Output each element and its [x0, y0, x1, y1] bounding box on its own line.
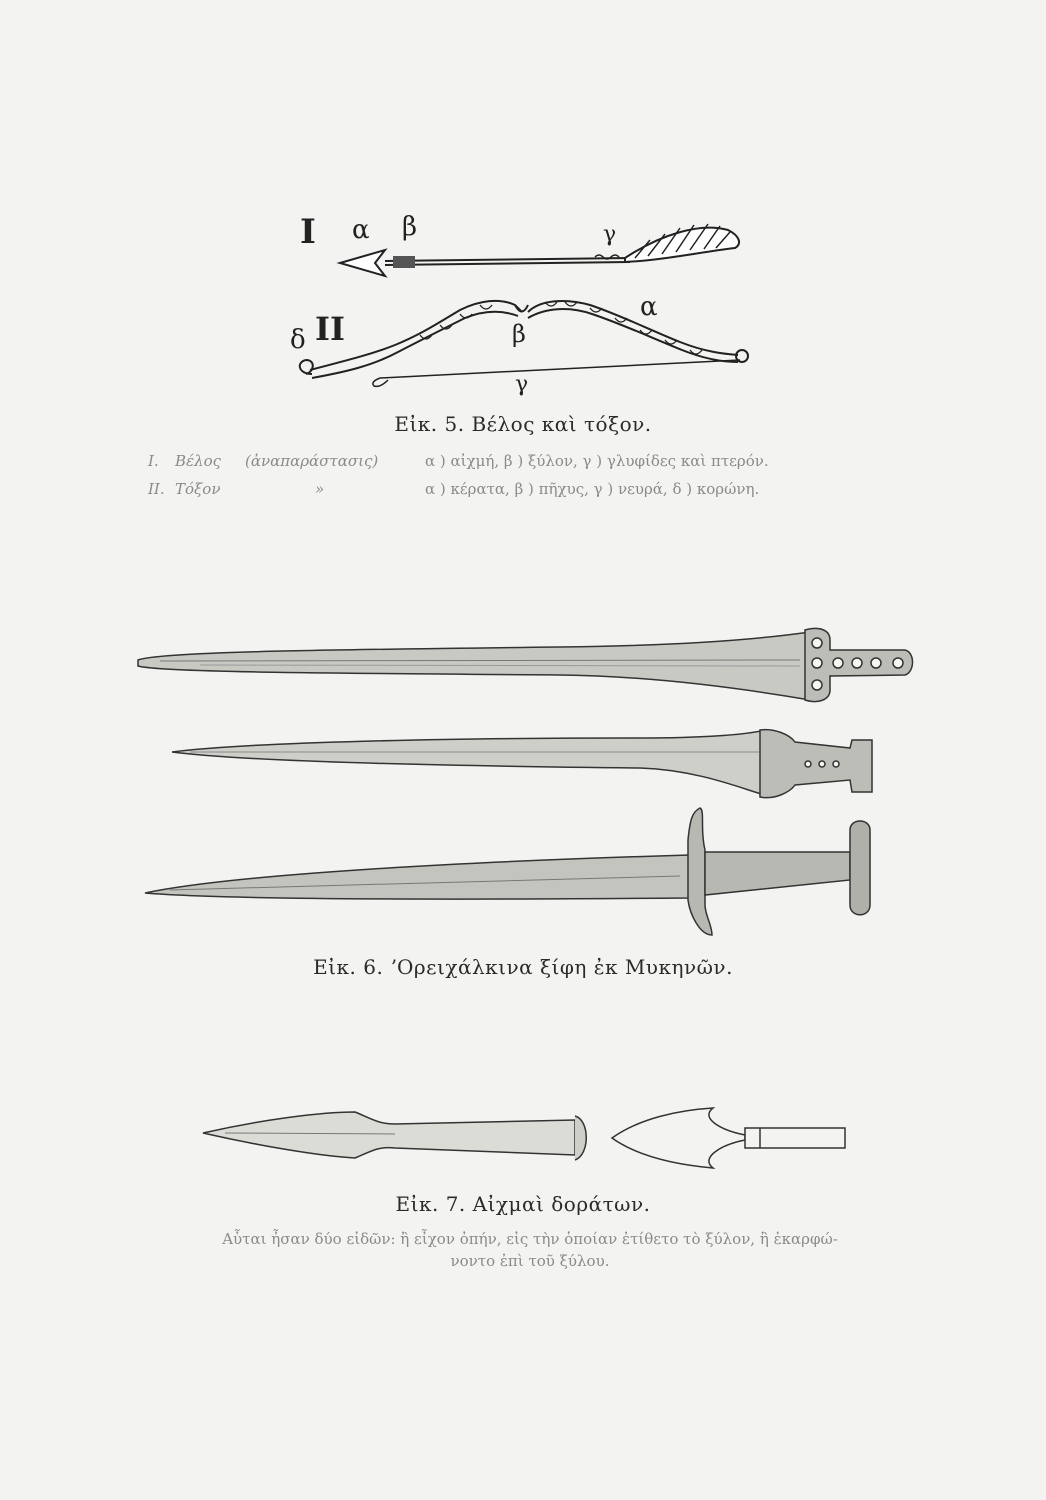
spearhead-2: [612, 1108, 845, 1168]
legend-1-name: Βέλος: [175, 452, 222, 470]
bow-string: [380, 360, 740, 378]
figure-7-note-line-2: νοντο ἐπὶ τοῦ ξύλου.: [450, 1252, 610, 1270]
spearhead-2-blade: [612, 1108, 745, 1168]
legend-2-name: Τόξον: [175, 480, 221, 498]
bow-tip-right: [736, 350, 748, 362]
legend-row-1: [0, 452, 1046, 472]
arrow-head: [340, 250, 385, 276]
legend-2-parts: α ) κέρατα, β ) πῆχυς, γ ) νευρά, δ ) κορώνη.: [425, 480, 760, 498]
figure-6-caption: Εἰκ. 6. ʼΟρειχάλκινα ξίφη ἐκ Μυκηνῶν.: [313, 955, 733, 979]
bow-string-loop: [373, 378, 388, 386]
spearhead-1-blade: [203, 1112, 575, 1158]
figure-7-note-line-1: Αὗται ἦσαν δύο εἰδῶν: ἢ εἶχον ὀπήν, εἰς τὴν ὁποίαν ἐτίθετο τὸ ξύλον, ἢ ἐκαρφώ-: [222, 1230, 838, 1248]
bow-label-beta: β: [512, 320, 526, 348]
bow-label-gamma: γ: [515, 372, 529, 397]
legend-2-num: II.: [148, 480, 165, 498]
arrow-label-beta: β: [402, 212, 418, 242]
sword-3-blade: [145, 855, 690, 899]
arrow-label-gamma: γ: [603, 222, 617, 247]
spearhead-1: [203, 1112, 586, 1160]
sword-1: [138, 628, 913, 701]
sword-3-grip: [705, 852, 850, 895]
bow-label-alpha: α: [640, 292, 658, 322]
sword-3: [145, 808, 870, 935]
legend-2-note: »: [315, 480, 325, 498]
arrow-binding: [393, 256, 415, 268]
bow-label-roman: II: [315, 310, 345, 348]
arrow-feather: [625, 228, 739, 262]
spearhead-1-socket: [575, 1116, 586, 1160]
legend-1-parts: α ) αἰχμή, β ) ξύλον, γ ) γλυφίδες καὶ πτερόν.: [425, 452, 769, 470]
legend-1-note: (ἀναπαράστασις): [245, 452, 379, 470]
arrow-label-roman: I: [300, 212, 316, 252]
sword-2-hilt: [760, 730, 872, 798]
legend-1-num: I.: [148, 452, 159, 470]
figure-7-note: [90, 1228, 970, 1272]
arrow: [340, 224, 739, 276]
bow-label-delta: δ: [290, 325, 306, 355]
arrow-shaft: [385, 258, 630, 261]
legend-row-2: [0, 480, 1046, 500]
sword-2-blade: [172, 730, 765, 795]
figure-7-caption: Εἰκ. 7. Αἰχμαὶ δοράτων.: [395, 1192, 651, 1216]
sword-2: [172, 730, 872, 798]
bow-tip-left: [300, 360, 313, 374]
arrow-label-alpha: α: [352, 215, 370, 245]
figure-5-caption: Εἰκ. 5. Βέλος καὶ τόξον.: [394, 412, 652, 436]
sword-3-pommel: [850, 821, 870, 915]
